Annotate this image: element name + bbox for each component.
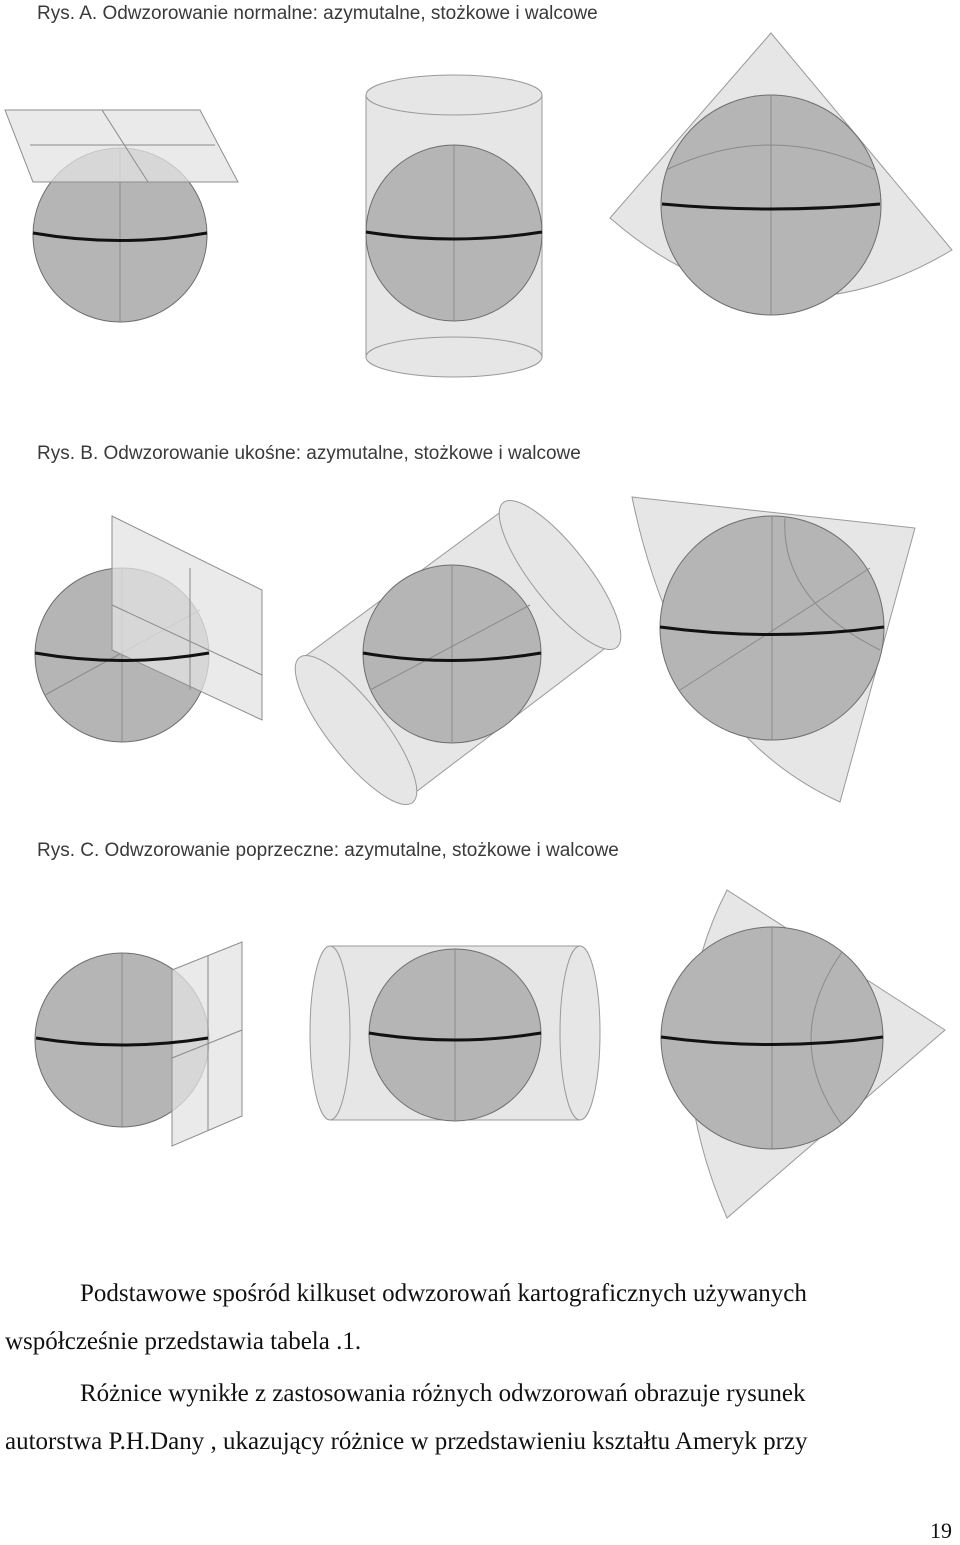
paragraph-1-line-1: Podstawowe spośród kilkuset odwzorowań kartograficznych używanych — [80, 1280, 807, 1307]
figure-a-normal-projections — [0, 0, 960, 420]
paragraph-1-line-2: współcześnie przedstawia tabela .1. — [5, 1328, 362, 1355]
figure-b-oblique-projections — [0, 480, 960, 810]
figure-b-title: Rys. B. Odwzorowanie ukośne: azymutalne, stożkowe i walcowe — [37, 443, 581, 464]
azimuthal-normal-diagram — [5, 110, 238, 322]
cylindrical-normal-diagram — [610, 33, 952, 315]
conic-transverse-diagram — [310, 946, 600, 1121]
cylindrical-transverse-diagram — [661, 890, 945, 1218]
cylindrical-oblique-diagram — [632, 497, 915, 802]
azimuthal-transverse-diagram — [35, 942, 242, 1146]
azimuthal-oblique-diagram — [35, 516, 262, 742]
paragraph-1 — [0, 1280, 960, 1360]
figure-c-transverse-projections — [0, 880, 960, 1220]
conic-normal-diagram — [366, 75, 542, 377]
figure-a-title: Rys. A. Odwzorowanie normalne: azymutalne, stożkowe i walcowe — [37, 3, 598, 24]
conic-oblique-diagram — [277, 485, 638, 810]
paragraph-2-line-1: Różnice wynikłe z zastosowania różnych odwzorowań obrazuje rysunek — [80, 1380, 806, 1407]
paragraph-2-line-2: autorstwa P.H.Dany , ukazujący różnice w przedstawieniu kształtu Ameryk przy — [5, 1428, 808, 1455]
paragraph-2 — [0, 1380, 960, 1460]
page-number: 19 — [930, 1518, 952, 1543]
figure-c-title: Rys. C. Odwzorowanie poprzeczne: azymutalne, stożkowe i walcowe — [37, 840, 619, 861]
